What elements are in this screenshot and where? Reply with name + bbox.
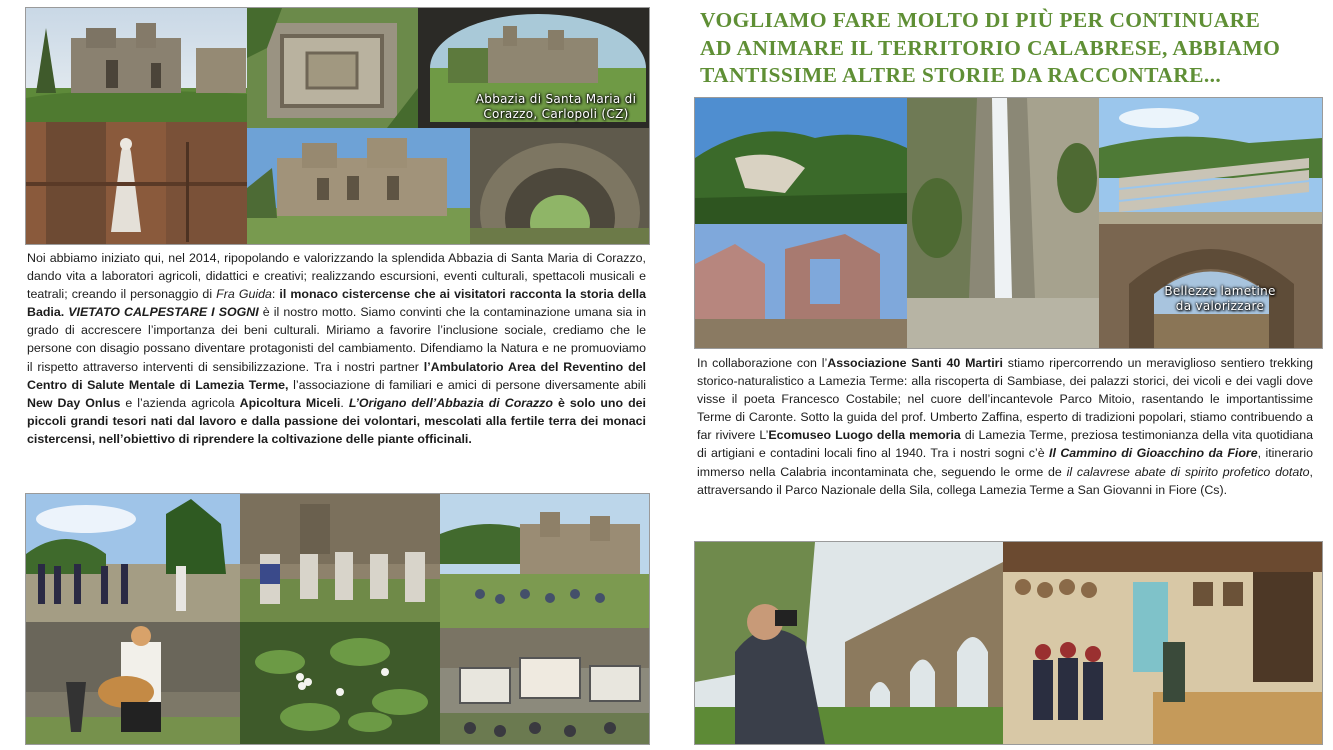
lamezia-photo-collage <box>694 97 1323 349</box>
madonna-statue-photo <box>26 122 247 244</box>
abbey-walls-photo <box>247 128 470 244</box>
fra-guida-text: Fra Guida <box>216 287 272 302</box>
guitarist-photo <box>26 622 240 744</box>
group-outdoor-photo <box>26 494 240 622</box>
lamezia-caption-line1: Bellezze lametine <box>1164 284 1276 298</box>
lamezia-caption-line2: da valorizzare <box>1175 299 1265 313</box>
zaffina-text: Sotto la guida del prof. Umberto Zaffina <box>800 410 1020 425</box>
abbey-photo-collage <box>25 7 650 245</box>
castle-ruins-photo <box>695 224 907 348</box>
left-text-segment: è il nostro motto. Siamo convinti che la contaminazione umana sia in grado di accrescere l’importanza dei beni culturali. Miriamo a favorire l’inclusione sociale, crediamo che le persone con disagio possano diventare protagonisti del cambiamento. Difendiamo la Natura e ne promuoviamo il rispetto attraverso interventi di sensibilizzazione. Tra i nostri partner <box>27 305 646 374</box>
left-text-segment: e l’azienda agricola <box>120 395 240 410</box>
right-text-segment: stiamo ripercorrendo un meraviglioso sentiero trekking storico-naturalistico a Lamezia Terme: alla riscoperta di Sambiase, dei palazzi storici, dei vicoli e dei vagli dove visse il poeta Francesco Costabile; nel cuore dell’incantevole Parco Mitoio, rasentando le importantissime Terme di Caronte. <box>697 356 1313 425</box>
abbey-ruins-photo <box>26 8 247 122</box>
apicoltura-text: Apicoltura Miceli <box>239 395 341 410</box>
left-text-segment: Noi abbiamo iniziato qui, nel 2014, ripopolando e valorizzando la splendida Abbazia di Santa Maria di Corazzo, dando vita a laboratori agricoli, didattici e creativi; realizzando escursioni, eventi culturali, spettacoli musicali e teatrali; creando il personaggio di <box>27 251 646 302</box>
calavrese-text: il calavrese abate di spirito profetico dotato <box>1066 464 1310 479</box>
ecomuseo-text: Ecomuseo Luogo della memoria <box>768 428 961 443</box>
performance-photo <box>240 494 440 622</box>
waterfall-photo <box>907 98 1099 348</box>
right-text-segment: In collaborazione con l’ <box>697 356 828 370</box>
abbey-caption <box>466 92 646 122</box>
ambulatorio-text: l’Ambulatorio Area del Reventino del Centro di Salute Mentale di Lamezia Terme, <box>27 359 646 392</box>
abbey-caption-line2: Corazzo, Carlopoli (CZ) <box>483 107 629 121</box>
stone-vault-photo <box>470 128 649 244</box>
monaco-text: il monaco cistercense che ai visitatori racconta la storia della Badia. <box>27 287 647 320</box>
right-text-segment: , itinerario immerso nella Calabria incontaminata che, seguendo le orme de <box>697 446 1314 479</box>
lamezia-caption <box>1125 284 1315 314</box>
newday-text: New Day Onlus <box>27 395 121 410</box>
headline-line2: AD ANIMARE IL TERRITORIO CALABRESE, ABBIAMO <box>700 35 1281 60</box>
exhibition-event-photo <box>440 628 649 744</box>
headline-line3: TANTISSIME ALTRE STORIE DA RACCONTARE... <box>700 63 1222 87</box>
left-text-segment: : <box>271 287 280 302</box>
right-text-segment: , esperto di tradizioni popolari, stiamo contribuendo a far rivivere L’ <box>697 410 1314 443</box>
right-text-segment: , attraversando il Parco Nazionale della Sila, collega Lamezia Terme a San Giovanni in Fiore (Cs). <box>697 464 1313 497</box>
motto-text: VIETATO CALPESTARE I SOGNI <box>68 305 259 320</box>
headline-line1: VOGLIAMO FARE MOLTO DI PIÙ PER CONTINUARE <box>700 8 1261 32</box>
activities-photo-collage <box>25 493 650 745</box>
abbey-aerial-photo <box>247 8 418 128</box>
left-description-text <box>27 249 646 448</box>
oregano-plant-photo <box>240 622 440 744</box>
amphitheater-photo <box>1099 98 1322 224</box>
mountain-photo <box>695 98 907 224</box>
audience-photo <box>440 494 649 628</box>
trekking-photo-collage <box>694 541 1323 745</box>
right-description-text <box>697 354 1313 499</box>
right-text-segment: di Lamezia Terme, preziosa testimonianza della vita quotidiana di artigiani e contadini locali fino al 1940. Tra i nostri sogni c’è <box>697 428 1313 461</box>
ecomuseum-interior-photo <box>1003 542 1322 744</box>
page-headline <box>700 7 1314 90</box>
santi-martiri-text: Associazione Santi 40 Martiri <box>827 356 1003 370</box>
left-text-segment: . <box>340 395 349 410</box>
abbey-caption-line1: Abbazia di Santa Maria di <box>475 92 637 106</box>
origano-text: L’Origano dell’Abbazia di Corazzo <box>348 395 553 410</box>
left-text-segment: l’associazione di familiari e amici di persone diversamente abili <box>288 377 646 392</box>
cammino-text: Il Cammino di Gioacchino da Fiore <box>1049 446 1258 461</box>
tesori-text: è solo uno dei piccoli grandi tesori nati dal lavoro e dalla passione dei volontari, mescolati alla fertile terra dei monaci cistercensi, nell’obiettivo di riprendere la coltivazione delle piante officinali. <box>27 395 646 446</box>
photographer-aqueduct-photo <box>695 542 1003 744</box>
